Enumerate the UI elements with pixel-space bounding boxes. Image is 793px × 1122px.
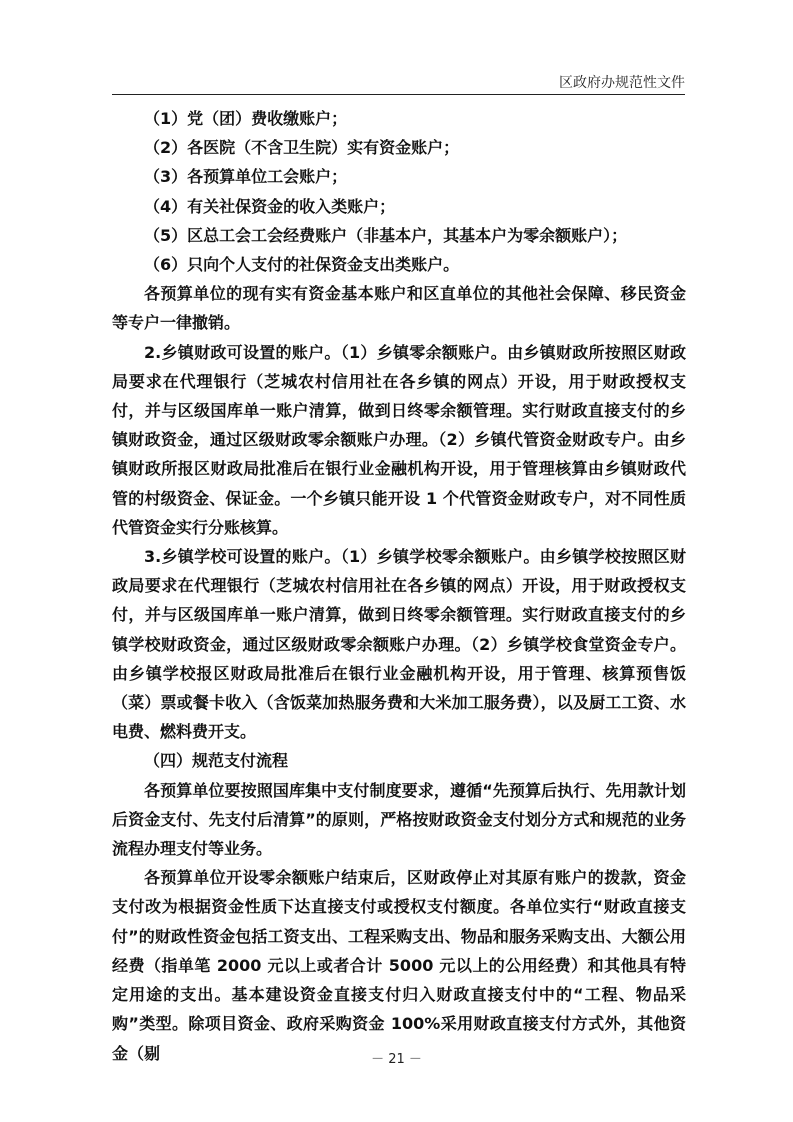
page-number: － 21 － — [371, 1052, 422, 1067]
list-item: （3）各预算单位工会账户； — [144, 167, 348, 187]
paragraph-direct-payment: 各预算单位开设零余额账户结束后，区财政停止对其原有账户的拨款，资金支付改为根据资金性质下达直接支付或授权支付额度。各单位实行“财政直接支付”的财政性资金包括工资支出、工程采购支出、物品和服务采购支出、大额公用经费（指单笔 2000 元以上或者合计 5000 元以上的公用经费）和其他具有特定用途的支出。基本建设资金直接支付归入财政直接支付中的“工程、物品采购”类型。除项目资金、政府采购资金 100%采用财政直接支付方式外，其他资金（剔 — [112, 868, 686, 1063]
list-item: （4）有关社保资金的收入类账户； — [144, 196, 396, 216]
header-title: 区政府办规范性文件 — [559, 75, 685, 91]
list-item: （5）区总工会工会经费账户（非基本户，其基本户为零余额账户）； — [144, 225, 628, 245]
paragraph-township-school-accounts: 3.乡镇学校可设置的账户。（1）乡镇学校零余额账户。由乡镇学校按照区财政局要求在代理银行（芝城农村信用社在各乡镇的网点）开设，用于财政授权支付，并与区级国库单一账户清算，做到日终零余额管理。实行财政直接支付的乡镇学校财政资金，通过区级财政零余额账户办理。（2）乡镇学校食堂资金专户。由乡镇学校报区财政局批准后在银行业金融机构开设，用于管理、核算预售饭（菜）票或餐卡收入（含饭菜加热服务费和大米加工服务费），以及厨工工资、水电费、燃料费开支。 — [112, 547, 686, 742]
paragraph-account-cancellation: 各预算单位的现有实有资金基本账户和区直单位的其他社会保障、移民资金等专户一律撤销。 — [112, 284, 686, 333]
section-heading: （四）规范支付流程 — [144, 751, 289, 771]
list-item: （2）各医院（不含卫生院）实有资金账户； — [144, 138, 460, 158]
list-item: （6）只向个人支付的社保资金支出类账户。 — [144, 255, 460, 275]
page-header — [112, 70, 685, 95]
list-item: （1）党（团）费收缴账户； — [144, 109, 348, 128]
paragraph-township-finance-accounts: 2.乡镇财政可设置的账户。（1）乡镇零余额账户。由乡镇财政所按照区财政局要求在代理银行（芝城农村信用社在各乡镇的网点）开设，用于财政授权支付，并与区级国库单一账户清算，做到日终零余额管理。实行财政直接支付的乡镇财政资金，通过区级财政零余额账户办理。（2）乡镇代管资金财政专户。由乡镇财政所报区财政局批准后在银行业金融机构开设，用于管理核算由乡镇财政代管的村级资金、保证金。一个乡镇只能开设 1 个代管资金财政专户，对不同性质代管资金实行分账核算。 — [112, 342, 686, 537]
paragraph-payment-principles: 各预算单位要按照国库集中支付制度要求，遵循“先预算后执行、先用款计划后资金支付、先支付后清算”的原则，严格按财政资金支付划分方式和规范的业务流程办理支付等业务。 — [112, 780, 686, 859]
document-body — [112, 104, 686, 1068]
